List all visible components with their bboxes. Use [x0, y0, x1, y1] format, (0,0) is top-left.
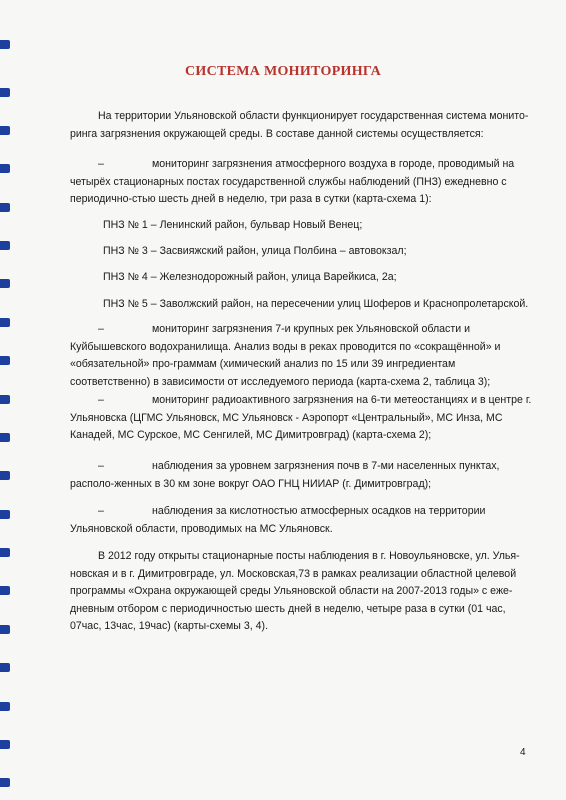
binding-hole [0, 395, 10, 404]
binding-holes [0, 0, 14, 800]
binding-hole [0, 203, 10, 212]
binding-hole [0, 318, 10, 327]
pnz-item: ПНЗ № 5 – Заволжский район, на пересечении улиц Шоферов и Краснопролетарской. [103, 298, 529, 310]
list-item-text: наблюдения за кислотностью атмосферных осадков на территории Ульяновской области, проводимых на МС Ульяновск. [70, 505, 486, 535]
binding-hole [0, 471, 10, 480]
binding-hole [0, 740, 10, 749]
dash-marker: – [98, 323, 104, 335]
dash-marker: – [98, 505, 104, 517]
binding-hole [0, 40, 10, 49]
binding-hole [0, 702, 10, 711]
list-item-text: мониторинг загрязнения 7-и крупных рек Ульяновской области и Куйбышевского водохранилища. Анализ воды в реках проводится по «сокращённой» и «обязательной» про-граммам (химический анализ по 15 или 39 ингредиентам соответственно) в зависимости от исследуемого периода (карта-схема 2, таблица 3); [70, 323, 501, 388]
binding-hole [0, 548, 10, 557]
list-item-soil-monitoring [70, 458, 532, 493]
pnz-item: ПНЗ № 3 – Засвияжский район, улица Полбина – автовокзал; [103, 245, 407, 257]
binding-hole [0, 433, 10, 442]
binding-hole [0, 586, 10, 595]
binding-hole [0, 663, 10, 672]
list-item-text: мониторинг загрязнения атмосферного воздуха в городе, проводимый на четырёх стационарных постах государственной службы наблюдений (ПНЗ) ежедневно с периодично-стью шесть дней в неделю, три раза в сутки (карта-схема 1): [70, 158, 515, 206]
intro-paragraph: На территории Ульяновской области функционирует государственная система монито-ринга загрязнения окружающей среды. В составе данной системы осуществляется: [70, 110, 529, 140]
pnz-item: ПНЗ № 4 – Железнодорожный район, улица Варейкиса, 2а; [103, 271, 397, 283]
binding-hole [0, 241, 10, 250]
binding-hole [0, 279, 10, 288]
binding-hole [0, 510, 10, 519]
page-number: 4 [520, 747, 526, 758]
list-item-air-monitoring [70, 156, 532, 209]
binding-hole [0, 164, 10, 173]
binding-hole [0, 625, 10, 634]
binding-hole [0, 88, 10, 97]
page-title: СИСТЕМА МОНИТОРИНГА [184, 64, 382, 79]
final-paragraph: В 2012 году открыты стационарные посты наблюдения в г. Новоульяновске, ул. Улья-новская и в г. Димитровграде, ул. Московская,73 в рамках реализации областной целевой программы «Охрана окружающей среды Ульяновской области на 2007-2013 годы» с еже-дневным отбором с периодичностью шесть дней в неделю, четыре раза в сутки (01 час, 07час, 13час, 19час) (карты-схемы 3, 4). [70, 550, 520, 633]
list-item-precipitation-monitoring [70, 503, 532, 538]
list-item-river-monitoring [70, 321, 532, 391]
dash-marker: – [98, 158, 104, 170]
dash-marker: – [98, 394, 104, 406]
dash-marker: – [98, 460, 104, 472]
list-item-radiation-monitoring [70, 392, 532, 445]
binding-hole [0, 778, 10, 787]
list-item-text: наблюдения за уровнем загрязнения почв в 7-ми населенных пунктах, располо-женных в 30 км зоне вокруг ОАО ГНЦ НИИАР (г. Димитровград); [70, 460, 500, 490]
binding-hole [0, 356, 10, 365]
list-item-text: мониторинг радиоактивного загрязнения на 6-ти метеостанциях и в центре г. Ульяновска (ЦГМС Ульяновск, МС Ульяновск - Аэропорт «Центральный», МС Инза, МС Канадей, МС Сурское, МС Сенгилей, МС Димитровград) (карта-схема 2); [70, 394, 532, 442]
binding-hole [0, 126, 10, 135]
pnz-item: ПНЗ № 1 – Ленинский район, бульвар Новый Венец; [103, 219, 363, 231]
